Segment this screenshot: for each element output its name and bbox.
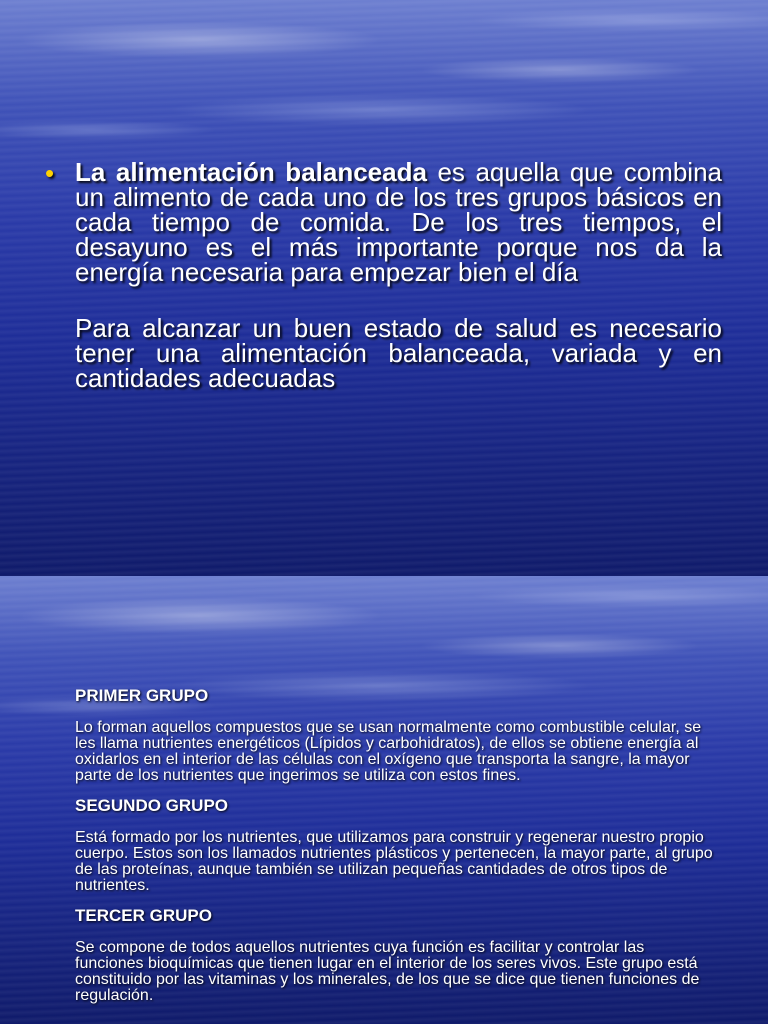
group-description: Está formado por los nutrientes, que utilizamos para construir y regenerar nuestro propio cuerpo. Estos son los llamados nutrientes plásticos y pertenecen, la mayor parte, al grupo de las proteínas, aunque también se utilizan pequeñas cantidades de otros tipos de nutrientes. bbox=[75, 829, 713, 894]
bullet-text bbox=[75, 157, 722, 393]
group-title: TERCER GRUPO bbox=[75, 906, 212, 925]
bullet-icon: • bbox=[45, 158, 55, 188]
intro-paragraph-rest: es aquella que combina un alimento de cada uno de los tres grupos básicos en cada tiempo de comida. De los tres tiempos, el desayuno es el más importante porque nos da la energía necesaria para empezar bien el día bbox=[75, 157, 722, 287]
group-title: PRIMER GRUPO bbox=[75, 686, 209, 705]
nutrient-groups bbox=[75, 686, 715, 1016]
group-description: Se compone de todos aquellos nutrientes cuya función es facilitar y controlar las funciones bioquímicas que tienen lugar en el interior de los seres vivos. Este grupo está constituido por las vitaminas y los minerales, de los que se dice que tienen funciones de regulación. bbox=[75, 939, 700, 1004]
group-title: SEGUNDO GRUPO bbox=[75, 796, 229, 815]
bullet-item bbox=[45, 157, 722, 393]
intro-bold-term: La alimentación balanceada bbox=[75, 157, 427, 187]
second-paragraph: Para alcanzar un buen estado de salud es necesario tener una alimentación balanceada, variada y en cantidades adecuadas bbox=[75, 313, 722, 393]
slide-2 bbox=[0, 576, 768, 1024]
intro-paragraph bbox=[75, 157, 722, 287]
group-description: Lo forman aquellos compuestos que se usan normalmente como combustible celular, se les llama nutrientes energéticos (Lípidos y carbohidratos), de ellos se obtiene energía al oxidarlos en el interior de las células con el oxígeno que transporta la sangre, la mayor parte de los nutrientes que ingerimos se utiliza con estos fines. bbox=[75, 719, 702, 784]
